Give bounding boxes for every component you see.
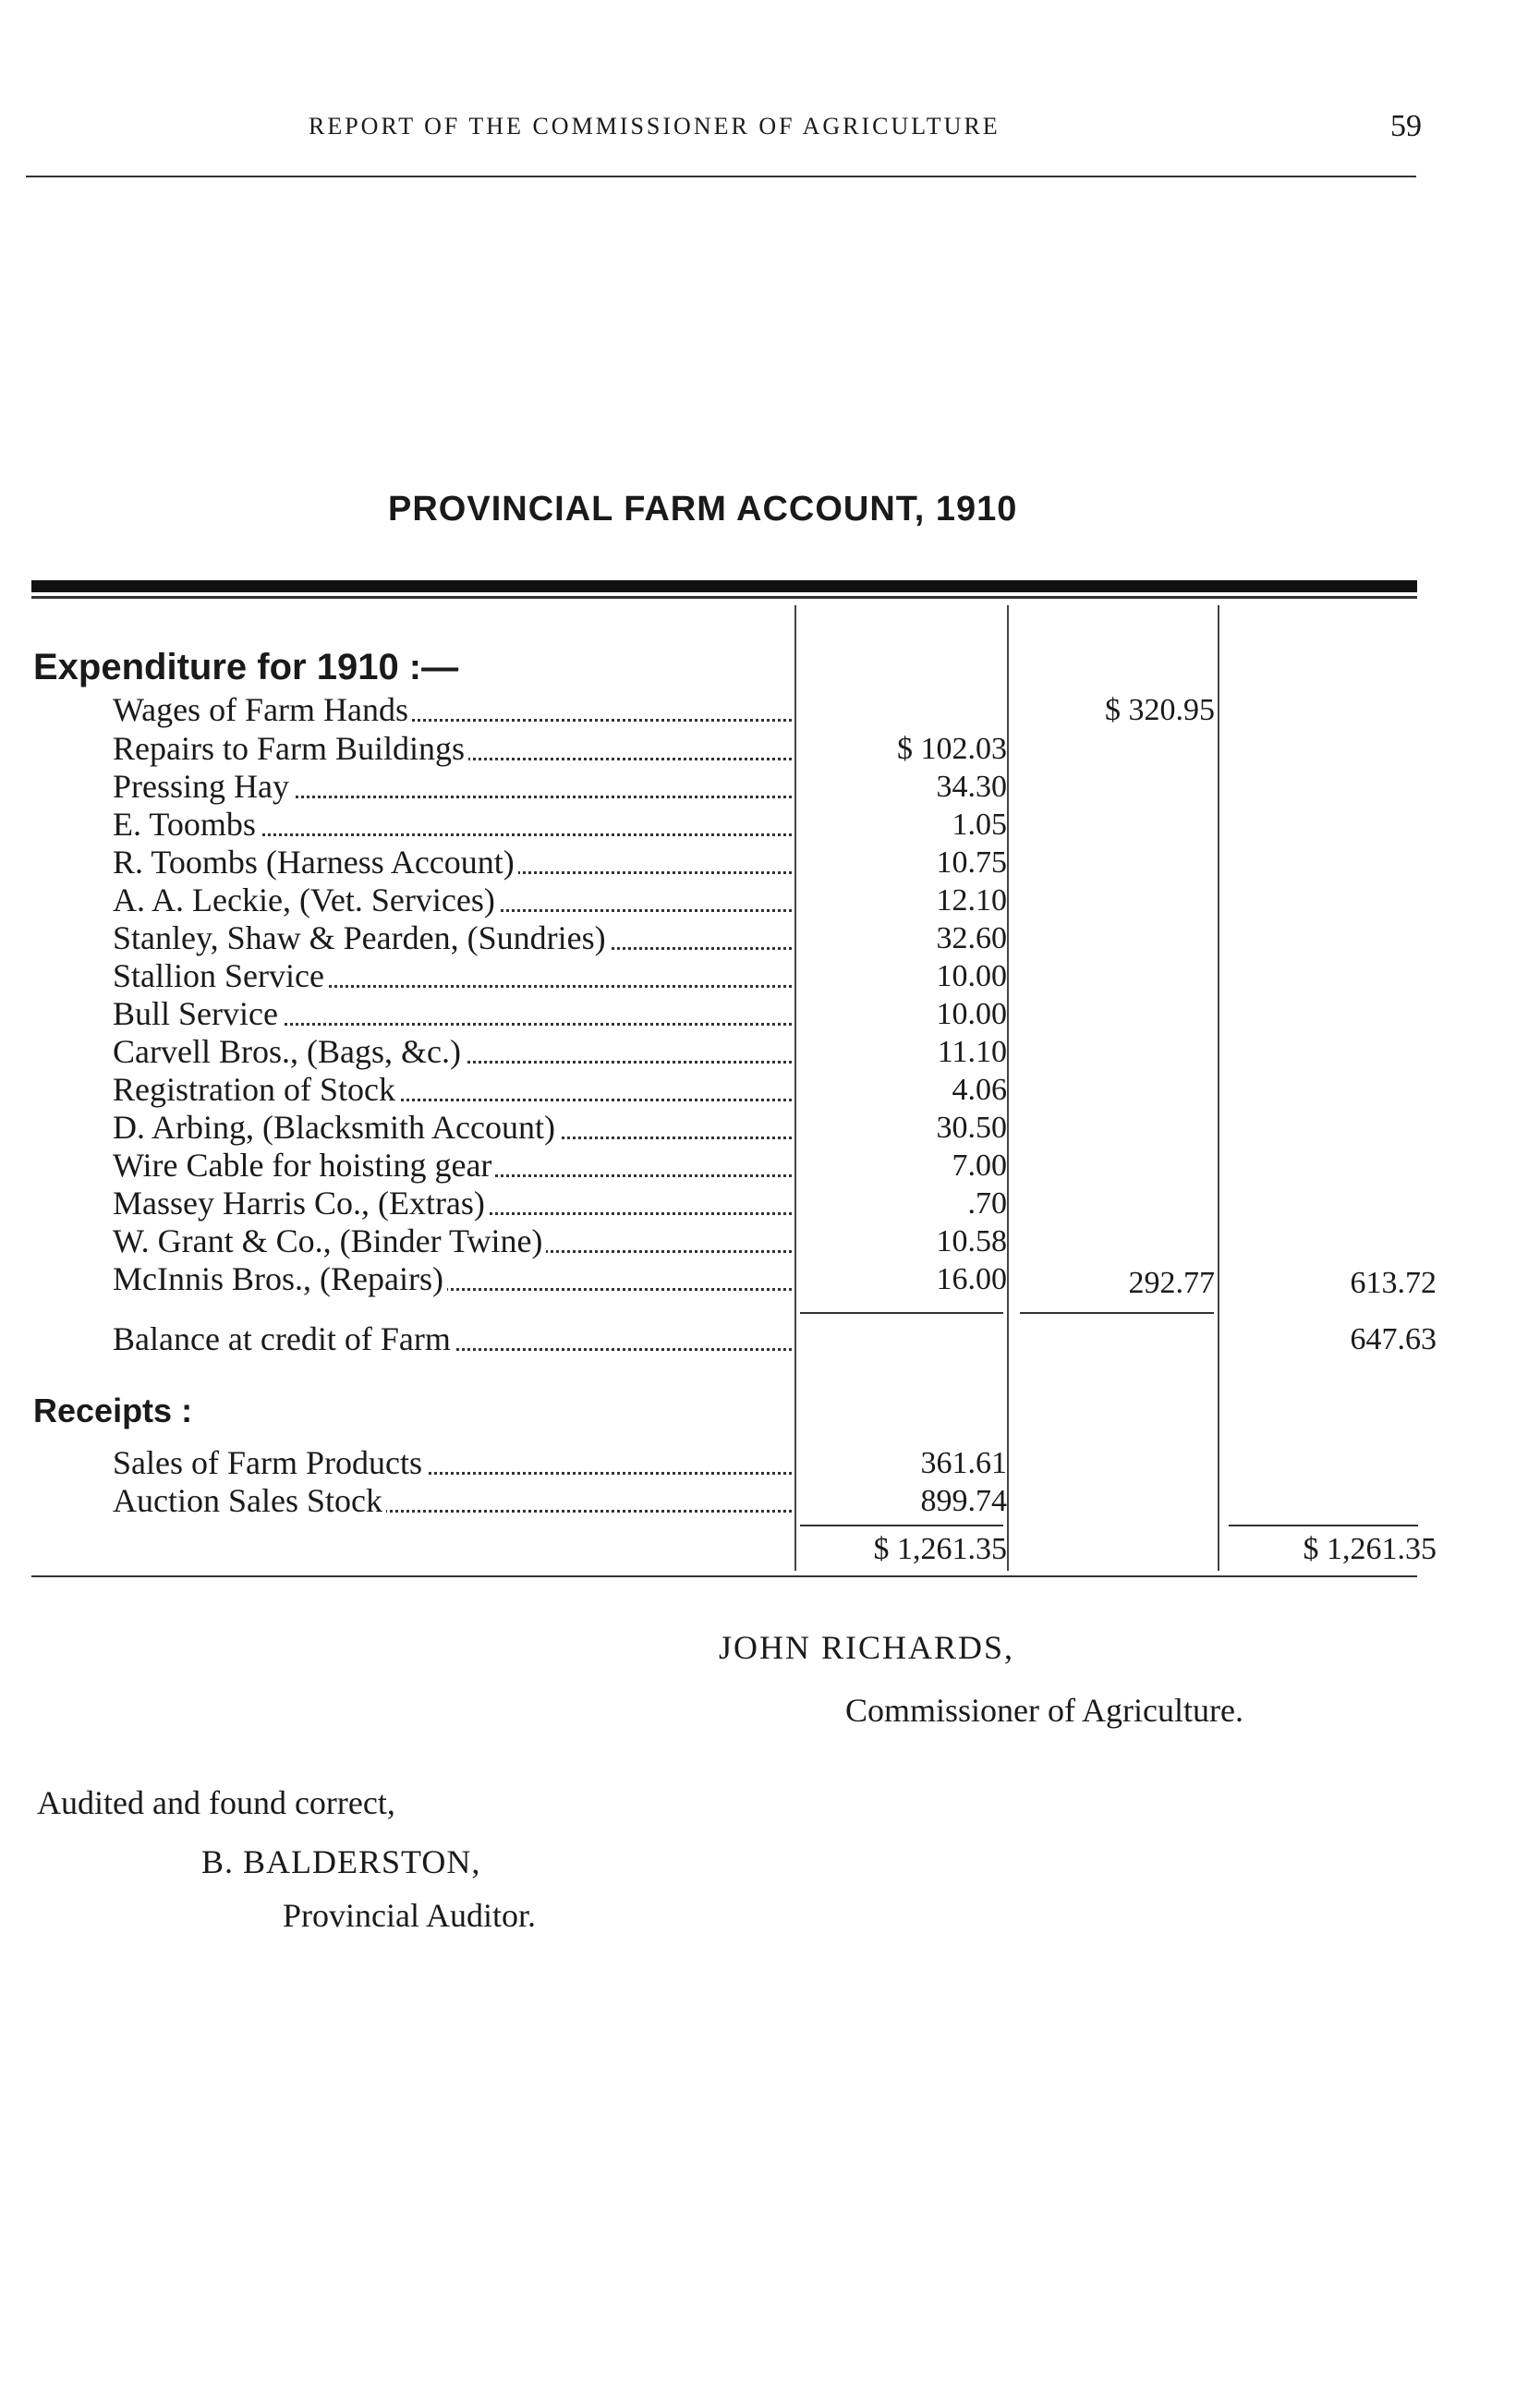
table-top-thick-rule xyxy=(31,580,1417,592)
ledger-row xyxy=(113,919,792,957)
row-label: Bull Service xyxy=(113,995,282,1032)
ledger-row xyxy=(113,730,792,768)
row-label: R. Toombs (Harness Account) xyxy=(113,844,518,881)
row-amount: 12.10 xyxy=(936,883,1007,918)
row-label: Repairs to Farm Buildings xyxy=(113,730,468,767)
row-label: A. A. Leckie, (Vet. Services) xyxy=(113,881,499,918)
wages-amount: $ 320.95 xyxy=(1105,693,1215,727)
sum-line xyxy=(800,1312,1003,1314)
row-label: Auction Sales Stock xyxy=(113,1482,386,1519)
ledger-row xyxy=(113,1109,792,1147)
ledger-row xyxy=(113,1185,792,1222)
sum-line xyxy=(1229,1525,1418,1526)
account-title: PROVINCIAL FARM ACCOUNT, 1910 xyxy=(388,490,1018,529)
row-amount: 899.74 xyxy=(920,1484,1007,1518)
balance-amount: 647.63 xyxy=(1350,1322,1437,1356)
row-amount: 10.58 xyxy=(936,1224,1007,1258)
audit-statement: Audited and found correct, xyxy=(37,1784,395,1821)
table-bottom-rule xyxy=(31,1575,1417,1577)
table-top-thin-rule xyxy=(31,596,1417,599)
row-label: Carvell Bros., (Bags, &c.) xyxy=(113,1033,465,1070)
ledger-row xyxy=(113,881,792,919)
ledger-row xyxy=(113,806,792,844)
expenditure-total: 613.72 xyxy=(1350,1266,1437,1300)
row-amount: 10.75 xyxy=(936,845,1007,880)
row-label: Massey Harris Co., (Extras) xyxy=(113,1185,489,1222)
running-header: REPORT OF THE COMMISSIONER OF AGRICULTURE xyxy=(309,113,1000,140)
row-label: Sales of Farm Products xyxy=(113,1444,426,1481)
row-amount: 30.50 xyxy=(936,1111,1007,1145)
row-label: Wages of Farm Hands xyxy=(113,691,412,728)
row-amount: 1.05 xyxy=(952,808,1007,842)
expenditure-heading: Expenditure for 1910 :— xyxy=(33,647,459,687)
row-label: McInnis Bros., (Repairs) xyxy=(113,1260,447,1297)
signatory-name: JOHN RICHARDS, xyxy=(719,1629,1015,1666)
ledger-row xyxy=(113,1033,792,1071)
ledger-row xyxy=(113,1071,792,1109)
ledger-row xyxy=(113,1444,792,1482)
row-label: D. Arbing, (Blacksmith Account) xyxy=(113,1109,559,1146)
row-label: Pressing Hay xyxy=(113,768,293,805)
ledger-row xyxy=(113,1482,792,1520)
row-amount: .70 xyxy=(967,1186,1007,1221)
auditor-name: B. BALDERSTON, xyxy=(201,1843,481,1880)
header-rule xyxy=(26,176,1416,177)
row-amount: 10.00 xyxy=(936,959,1007,993)
row-amount: 11.10 xyxy=(937,1035,1007,1069)
row-label: E. Toombs xyxy=(113,806,260,843)
auditor-title: Provincial Auditor. xyxy=(283,1897,536,1934)
column-separator xyxy=(1218,605,1219,1571)
grand-total: $ 1,261.35 xyxy=(1303,1532,1437,1566)
row-label: Balance at credit of Farm xyxy=(113,1320,455,1357)
receipts-heading: Receipts : xyxy=(33,1392,193,1429)
row-label: W. Grant & Co., (Binder Twine) xyxy=(113,1222,546,1259)
row-amount: 16.00 xyxy=(936,1262,1007,1296)
column-separator xyxy=(794,605,796,1571)
row-amount: 7.00 xyxy=(952,1149,1007,1183)
sum-line xyxy=(1020,1312,1214,1314)
row-label: Wire Cable for hoisting gear xyxy=(113,1147,495,1184)
ledger-row xyxy=(113,1222,792,1260)
row-amount: 361.61 xyxy=(920,1446,1007,1480)
ledger-row xyxy=(113,957,792,995)
row-label: Registration of Stock xyxy=(113,1071,399,1108)
row-amount: 34.30 xyxy=(936,770,1007,804)
ledger-row xyxy=(113,1320,792,1358)
row-amount: $ 102.03 xyxy=(897,732,1007,766)
ledger-row xyxy=(113,844,792,881)
column-separator xyxy=(1007,605,1009,1571)
ledger-row xyxy=(113,1260,792,1298)
row-amount: 32.60 xyxy=(936,921,1007,955)
row-amount: 10.00 xyxy=(936,997,1007,1031)
row-amount: 4.06 xyxy=(952,1073,1007,1107)
page-number: 59 xyxy=(1390,109,1422,143)
signatory-title: Commissioner of Agriculture. xyxy=(845,1692,1243,1729)
receipts-total: $ 1,261.35 xyxy=(873,1532,1007,1566)
row-label: Stanley, Shaw & Pearden, (Sundries) xyxy=(113,919,610,956)
row-label: Stallion Service xyxy=(113,957,328,994)
ledger-row xyxy=(113,691,792,729)
ledger-row xyxy=(113,1147,792,1185)
ledger-row xyxy=(113,768,792,806)
ledger-row xyxy=(113,995,792,1033)
expenditure-subtotal: 292.77 xyxy=(1128,1266,1215,1300)
sum-line xyxy=(800,1525,1003,1526)
